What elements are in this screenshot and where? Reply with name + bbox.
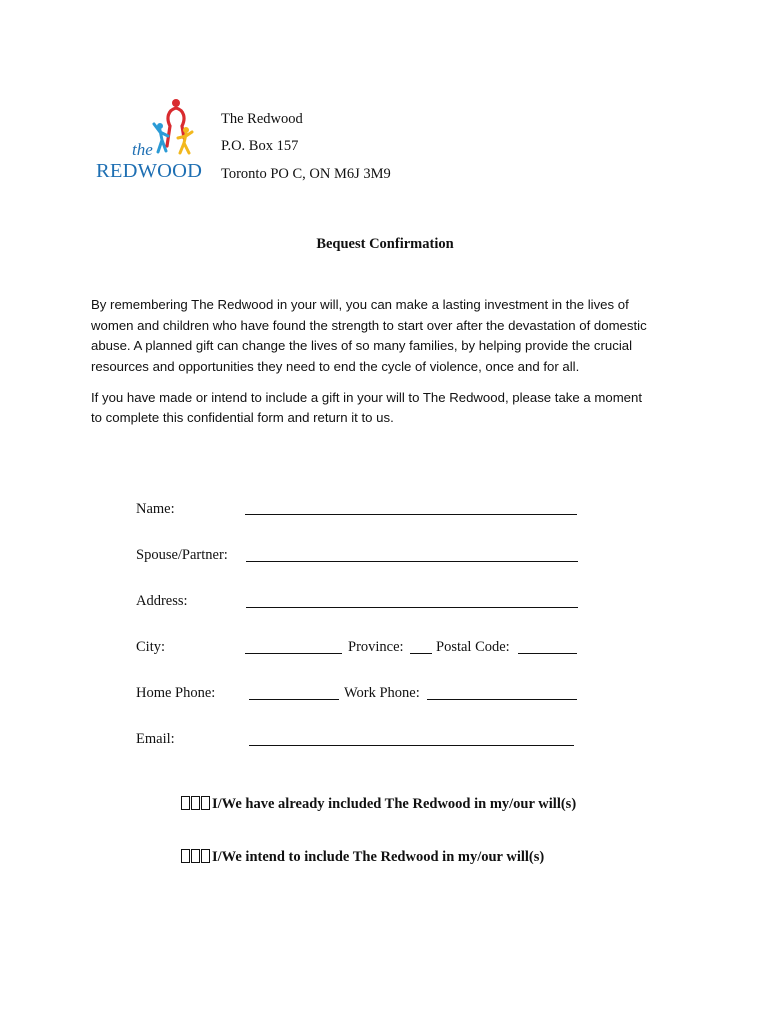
option-intend-label: I/We intend to include The Redwood in my/our will(s) xyxy=(212,849,545,865)
email-field[interactable] xyxy=(249,745,574,746)
name-field[interactable] xyxy=(245,514,577,515)
intro-paragraph-line: resources and opportunities they need to end the cycle of violence, once and for all. xyxy=(91,359,580,374)
intro-paragraph-line: women and children who have found the strength to start over after the devastation of domestic xyxy=(91,318,647,333)
address-label: Address: xyxy=(136,593,188,609)
redwood-logo xyxy=(96,96,216,182)
address-line-pobox: P.O. Box 157 xyxy=(221,138,299,154)
intro-paragraph-line: By remembering The Redwood in your will, you can make a lasting investment in the lives of xyxy=(91,297,629,312)
postal-code-label: Postal Code: xyxy=(436,639,510,655)
name-label: Name: xyxy=(136,501,175,517)
work-phone-label: Work Phone: xyxy=(344,685,420,701)
address-line-org: The Redwood xyxy=(221,111,303,127)
city-label: City: xyxy=(136,639,166,655)
family-figures-icon xyxy=(96,96,216,156)
logo-word-the: the xyxy=(132,140,153,159)
address-field[interactable] xyxy=(246,607,578,608)
request-paragraph-line: If you have made or intend to include a gift in your will to The Redwood, please take a moment xyxy=(91,390,643,405)
option-intend-to-include[interactable] xyxy=(181,849,544,868)
spouse-label: Spouse/Partner: xyxy=(136,547,228,563)
postal-code-field[interactable] xyxy=(518,653,577,654)
email-label: Email: xyxy=(136,731,175,747)
checkbox-icon[interactable] xyxy=(181,796,211,815)
logo-word-redwood: REDWOOD xyxy=(96,160,203,182)
option-already-label: I/We have already included The Redwood in my/our will(s) xyxy=(212,796,577,812)
intro-paragraph-line: abuse. A planned gift can change the lives of so many families, by helping provide the crucial xyxy=(91,338,633,353)
address-line-city: Toronto PO C, ON M6J 3M9 xyxy=(221,166,391,182)
spouse-field[interactable] xyxy=(246,561,578,562)
province-label: Province: xyxy=(348,639,404,655)
work-phone-field[interactable] xyxy=(427,699,577,700)
city-field[interactable] xyxy=(245,653,342,654)
request-paragraph-line: to complete this confidential form and return it to us. xyxy=(91,410,394,425)
page-title: Bequest Confirmation xyxy=(316,236,454,252)
home-phone-field[interactable] xyxy=(249,699,339,700)
province-field[interactable] xyxy=(410,653,432,654)
home-phone-label: Home Phone: xyxy=(136,685,216,701)
option-already-included[interactable] xyxy=(181,796,576,815)
checkbox-icon[interactable] xyxy=(181,849,211,868)
